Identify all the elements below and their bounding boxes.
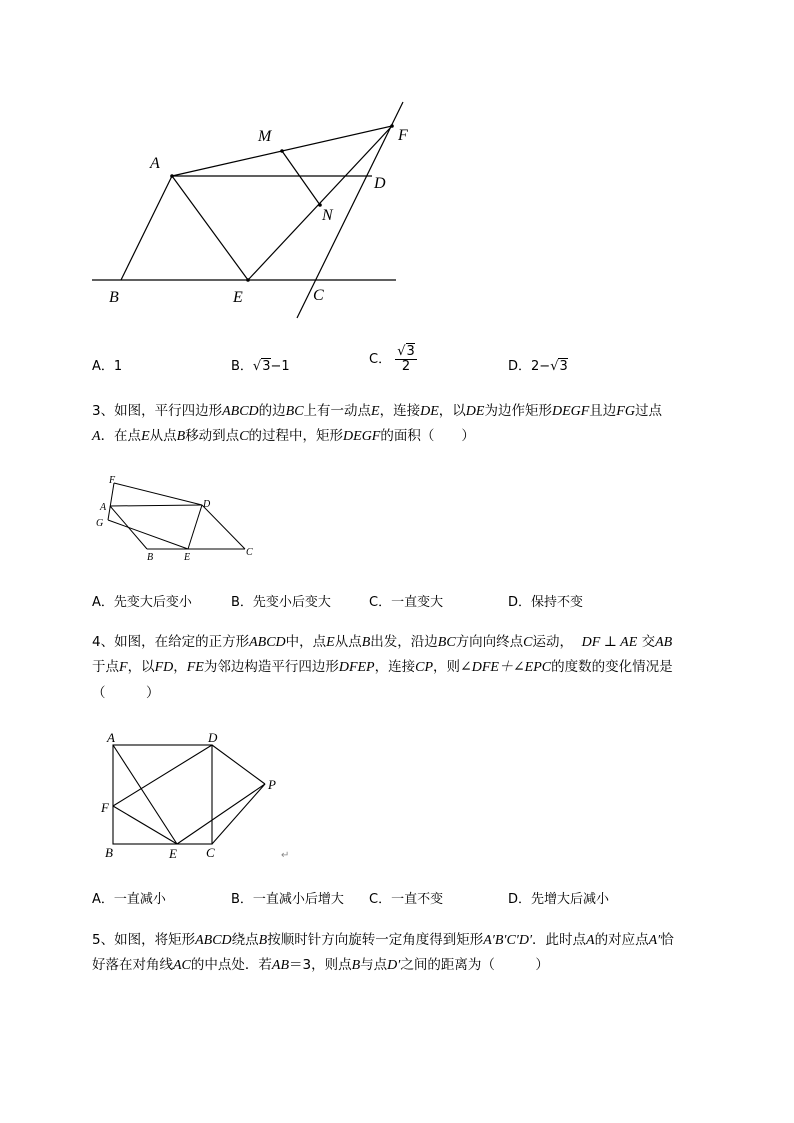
q3-option-c: C．一直变大	[369, 595, 444, 610]
q4-label-p: P	[268, 777, 276, 792]
q3-label-d: D	[203, 499, 211, 510]
q4-line-3: （ ）	[92, 685, 160, 701]
q3-line-2: A．在点E从点B移动到点C的过程中，矩形DEGF的面积（ ）	[92, 428, 475, 444]
q4-option-b: B．一直减小后增大	[231, 892, 344, 907]
q3-label-e: E	[184, 552, 191, 563]
q3-label-c: C	[246, 547, 253, 558]
q3-label-f: F	[109, 475, 116, 486]
q2-option-a: A．1	[92, 359, 123, 374]
q4-label-d: D	[208, 730, 218, 745]
q2-option-c: C． $\frac{√3}{2}$	[369, 344, 415, 374]
label-n: N	[322, 207, 333, 224]
label-c: C	[313, 287, 324, 304]
q4-label-b: B	[105, 845, 113, 860]
label-e: E	[233, 289, 243, 306]
figure-square-dfep	[95, 728, 305, 868]
q2-option-d: D．2−√3	[508, 359, 568, 374]
q4-option-a: A．一直减小	[92, 892, 166, 907]
label-b: B	[109, 289, 119, 306]
q4-option-c: C．一直不变	[369, 892, 444, 907]
q4-label-f: F	[101, 800, 109, 815]
figure-rectangle-degf	[90, 470, 270, 565]
q4-line-1: 4、如图，在给定的正方形ABCD中，点E从点B出发，沿边BC方向向终点C运动， DF ⊥ AE 交AB	[92, 634, 673, 650]
q4-label-c: C	[206, 845, 215, 860]
segment-ae	[172, 176, 248, 280]
label-d: D	[374, 175, 386, 192]
figure-parallelogram-mn	[0, 0, 794, 330]
q5-line-1: 5、如图，将矩形ABCD绕点B按顺时针方向旋转一定角度得到矩形A′B′C′D′．此时点A的对应点A′恰	[92, 932, 674, 948]
return-mark-icon: ↵	[281, 850, 290, 861]
segment-ab	[121, 176, 172, 280]
q3-label-b: B	[147, 552, 154, 563]
q4-line-2: 于点F，以FD，FE为邻边构造平行四边形DFEP，连接CP，则∠DFE＋∠EPC的度数的变化情况是	[92, 659, 673, 675]
q3-line-1: 3、如图，平行四边形ABCD的边BC上有一动点E，连接DE，以DE为边作矩形DEGF且边FG过点	[92, 403, 662, 419]
q5-line-2: 好落在对角线AC的中点处．若AB＝3，则点B与点D′之间的距离为（ ）	[92, 957, 549, 973]
q3-option-a: A．先变大后变小	[92, 595, 192, 610]
segment-mn	[282, 151, 320, 205]
q2-option-b: B．√3−1	[231, 359, 290, 374]
q4-label-a: A	[107, 730, 115, 745]
q4-label-e: E	[169, 846, 177, 861]
q3-label-a: A	[100, 502, 107, 513]
q3-option-d: D．保持不变	[508, 595, 584, 610]
label-a: A	[150, 155, 160, 172]
q3-option-b: B．先变小后变大	[231, 595, 331, 610]
label-f: F	[398, 127, 408, 144]
q4-option-d: D．先增大后减小	[508, 892, 610, 907]
label-m: M	[258, 128, 272, 145]
segment-ef	[248, 126, 392, 280]
q3-label-g: G	[96, 518, 104, 529]
